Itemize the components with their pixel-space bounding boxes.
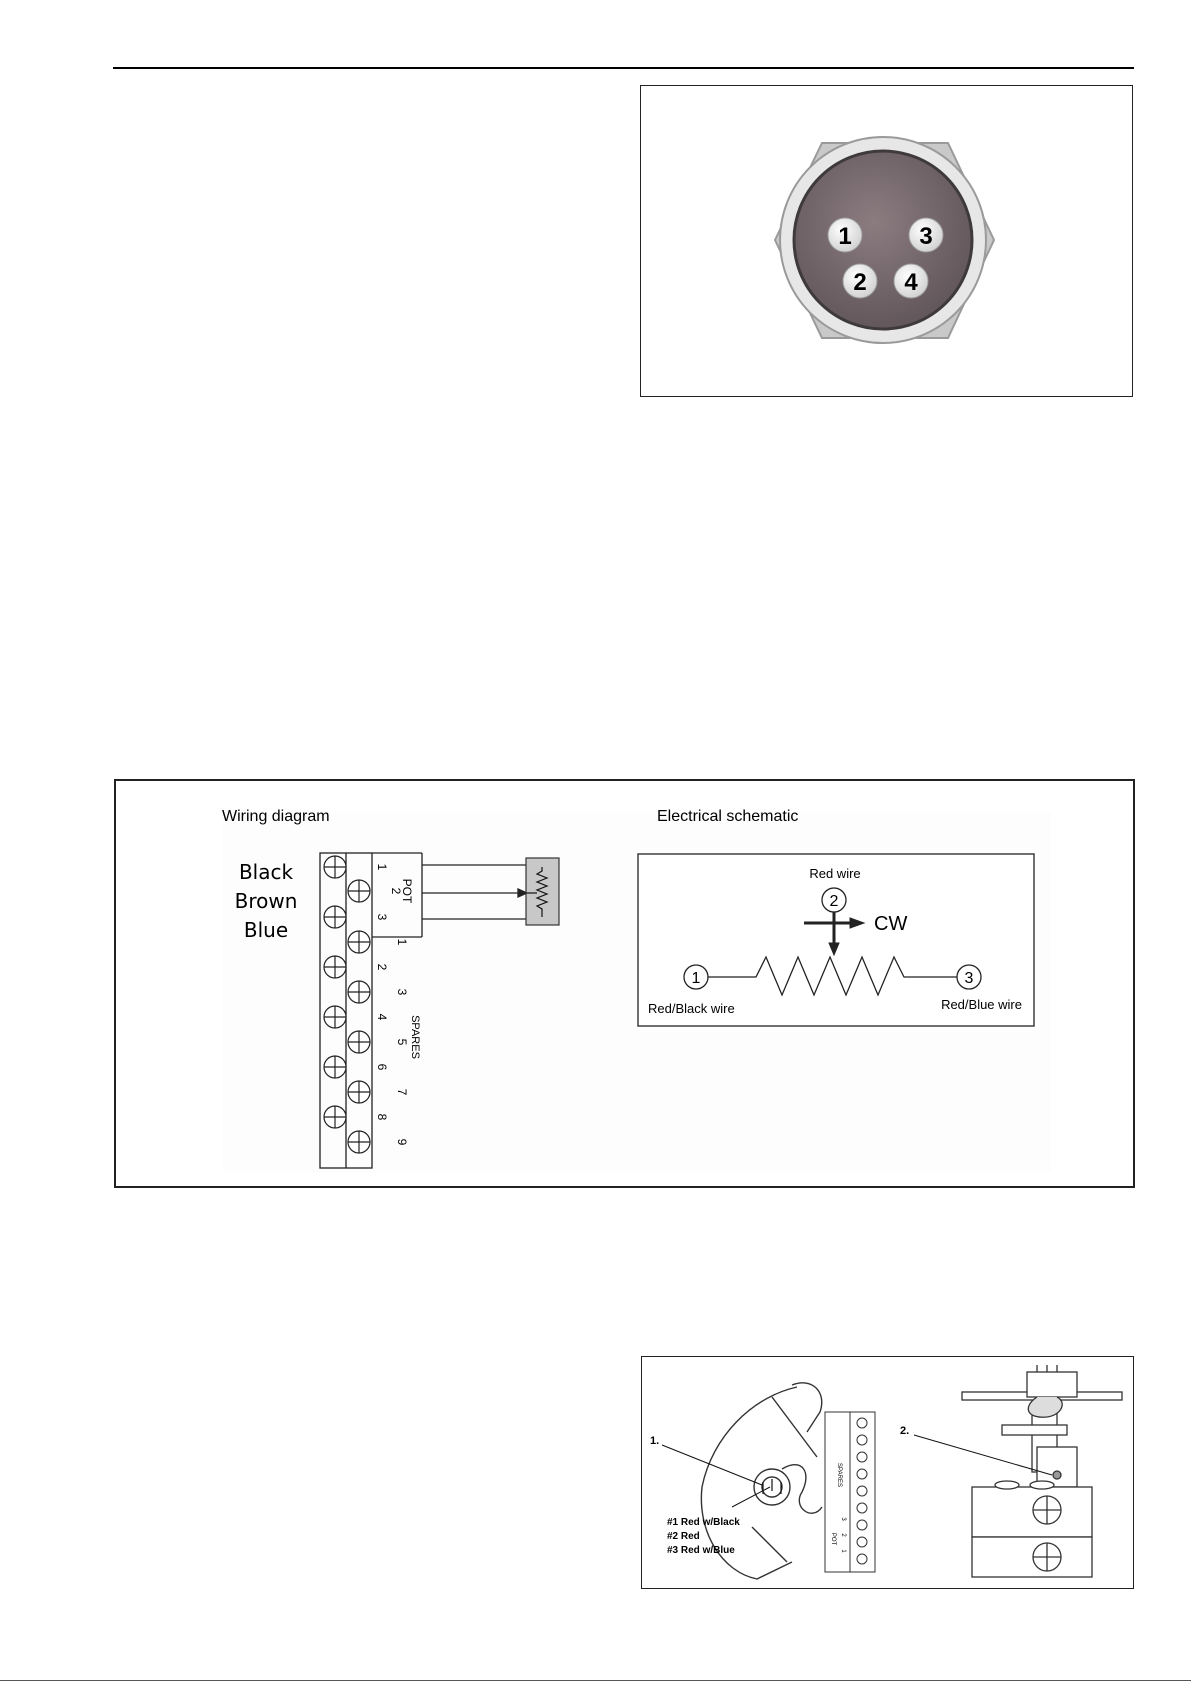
bottom-rule [0,1680,1191,1681]
connector-face [794,151,972,329]
cw-label: CW [874,913,908,935]
left-wire-label: Red/Black wire [648,1001,735,1016]
small-terminal-strip [825,1412,875,1572]
wiring-drawing [116,781,1133,1186]
spare-terminal-8: 8 [375,1113,389,1121]
pot-terminal-3: 3 [375,913,389,921]
callout-1-leader [662,1445,762,1485]
strip-pot-label: POT [830,1532,836,1546]
installation-drawing [642,1357,1132,1587]
spares-label: SPARES [409,1015,421,1059]
spare-terminal-7: 7 [395,1088,409,1096]
top-wire-label: Red wire [809,866,861,881]
svg-text:2: 2 [829,893,839,910]
right-wire-label: Red/Blue wire [941,997,1022,1012]
node-1 [684,965,708,989]
spare-terminal-3: 3 [395,988,409,996]
node-3 [957,965,981,989]
schematic-title: Electrical schematic [657,808,799,825]
pin-4 [894,264,928,298]
potentiometer-icon [526,858,559,925]
wire-color-brown: Brown [234,889,298,913]
strip-pot-number-2: 2 [840,1533,846,1537]
connector-figure [640,85,1133,397]
assembly-side-view [962,1365,1122,1577]
spare-terminal-1: 1 [395,938,409,946]
callout-1: 1. [650,1435,660,1447]
node-2 [822,888,846,912]
strip-spares-label: SPARES [836,1463,842,1487]
pin-label: 4 [904,269,918,296]
pin-label: 3 [919,223,933,250]
svg-text:1: 1 [691,970,701,987]
wire-color-black: Black [238,860,294,884]
pin-3 [909,218,943,252]
legend-item-3: #3 Red w/Blue [667,1545,735,1556]
pot-terminal-2: 2 [389,887,403,895]
legend-item-2: #2 Red [667,1531,700,1542]
connector-drawing [641,86,1131,395]
spare-terminal-2: 2 [375,963,389,971]
strip-pot-number-3: 3 [840,1517,846,1521]
wiring-figure [114,779,1135,1188]
pot-pins [763,1479,781,1494]
installation-figure [641,1356,1134,1589]
callout-2: 2. [900,1425,910,1437]
pin-2 [843,264,877,298]
pot-terminal-1: 1 [375,863,389,871]
pin-1 [828,218,862,252]
wiring-title: Wiring diagram [222,808,330,825]
strip-pot-number-1: 1 [840,1549,846,1553]
pot-label: POT [400,878,414,904]
spare-terminal-9: 9 [395,1138,409,1146]
legend-item-1: #1 Red w/Black [667,1517,740,1528]
pin-label: 2 [853,269,867,296]
pin-label: 1 [838,223,852,250]
svg-text:3: 3 [964,970,974,987]
spare-terminal-5: 5 [395,1038,409,1046]
spare-terminal-6: 6 [375,1063,389,1071]
header-rule [113,67,1134,69]
wire-color-blue: Blue [243,918,289,942]
spare-terminal-4: 4 [375,1013,389,1021]
callout-2-leader [914,1435,1052,1475]
